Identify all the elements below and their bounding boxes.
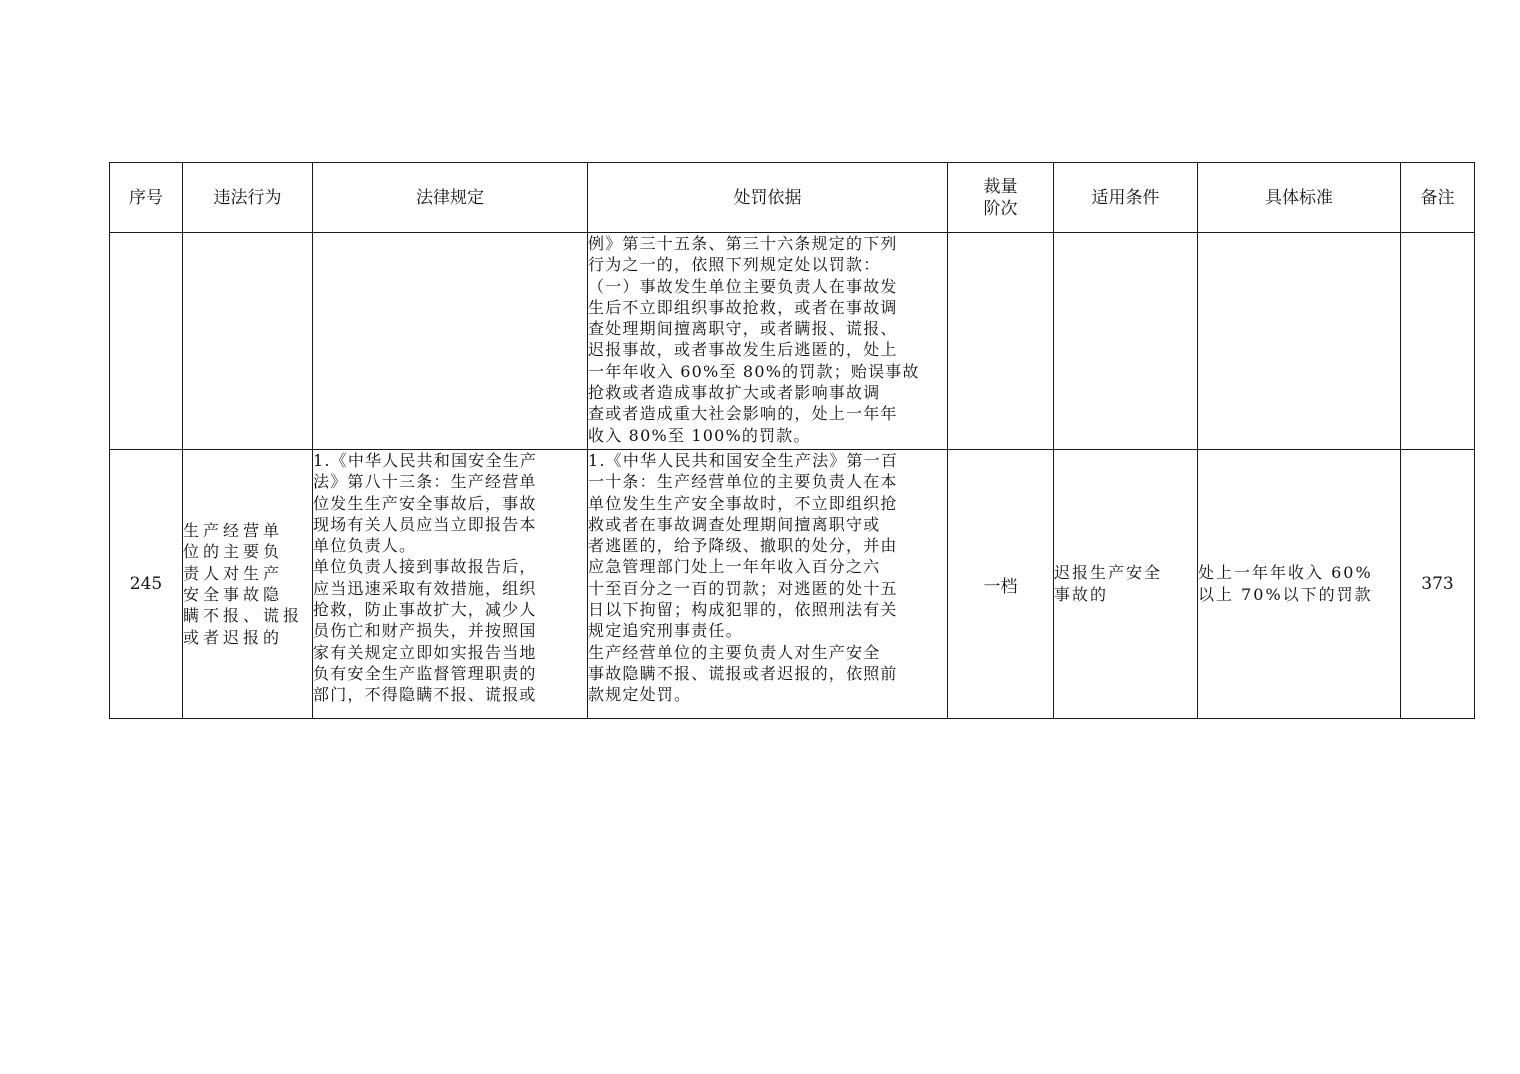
- header-standard: 具体标准: [1198, 163, 1401, 233]
- cell-behavior: [183, 233, 313, 450]
- cell-standard: [1198, 233, 1401, 450]
- table-row: [110, 450, 1475, 719]
- header-row: [110, 163, 1475, 233]
- header-note: 备注: [1401, 163, 1475, 233]
- cell-condition: 迟报生产安全 事故的: [1054, 450, 1198, 719]
- cell-no: [110, 233, 183, 450]
- cell-note: [1401, 233, 1475, 450]
- header-level: [948, 163, 1054, 233]
- header-level-line-1: 裁量: [983, 176, 1018, 197]
- penalty-table: [109, 162, 1475, 719]
- cell-no: 245: [110, 450, 183, 719]
- cell-note: 373: [1401, 450, 1475, 719]
- cell-basis: 例》第三十五条、第三十六条规定的下列 行为之一的，依照下列规定处以罚款： （一）事故发生单位主要负责人在事故发 生后不立即组织事故抢救，或者在事故调 查处理期间擅离职守，或者瞒报、谎报、 迟报事故，或者事故发生后逃匿的，处上 一年年收入 60%至 80%的罚款；贻误事故 抢救或者造成事故扩大或者影响事故调 查或者造成重大社会影响的，处上一年年 收入 80%至 100%的罚款。: [588, 233, 948, 450]
- cell-level: [948, 233, 1054, 450]
- header-basis: 处罚依据: [588, 163, 948, 233]
- cell-level: 一档: [948, 450, 1054, 719]
- header-condition: 适用条件: [1054, 163, 1198, 233]
- header-no: 序号: [110, 163, 183, 233]
- cell-behavior: 生产经营单 位的主要负 责人对生产 安全事故隐 瞒不报、谎报 或者迟报的: [183, 450, 313, 719]
- table-row: [110, 233, 1475, 450]
- header-behavior: 违法行为: [183, 163, 313, 233]
- cell-basis: 1.《中华人民共和国安全生产法》第一百 一十条：生产经营单位的主要负责人在本 单位发生生产安全事故时，不立即组织抢 救或者在事故调查处理期间擅离职守或 者逃匿的，给予降级、撤职的处分，并由 应急管理部门处上一年年收入百分之六 十至百分之一百的罚款；对逃匿的处十五 日以下拘留；构成犯罪的，依照刑法有关 规定追究刑事责任。 生产经营单位的主要负责人对生产安全 事故隐瞒不报、谎报或者迟报的，依照前 款规定处罚。: [588, 450, 948, 719]
- header-law: 法律规定: [313, 163, 588, 233]
- cell-law: 1.《中华人民共和国安全生产 法》第八十三条：生产经营单 位发生生产安全事故后，事故 现场有关人员应当立即报告本 单位负责人。 单位负责人接到事故报告后， 应当迅速采取有效措施，组织 抢救，防止事故扩大，减少人 员伤亡和财产损失，并按照国 家有关规定立即如实报告当地 负有安全生产监督管理职责的 部门，不得隐瞒不报、谎报或: [313, 450, 588, 719]
- cell-law: [313, 233, 588, 450]
- header-level-line-2: 阶次: [983, 198, 1018, 219]
- cell-standard: 处上一年年收入 60% 以上 70%以下的罚款: [1198, 450, 1401, 719]
- cell-condition: [1054, 233, 1198, 450]
